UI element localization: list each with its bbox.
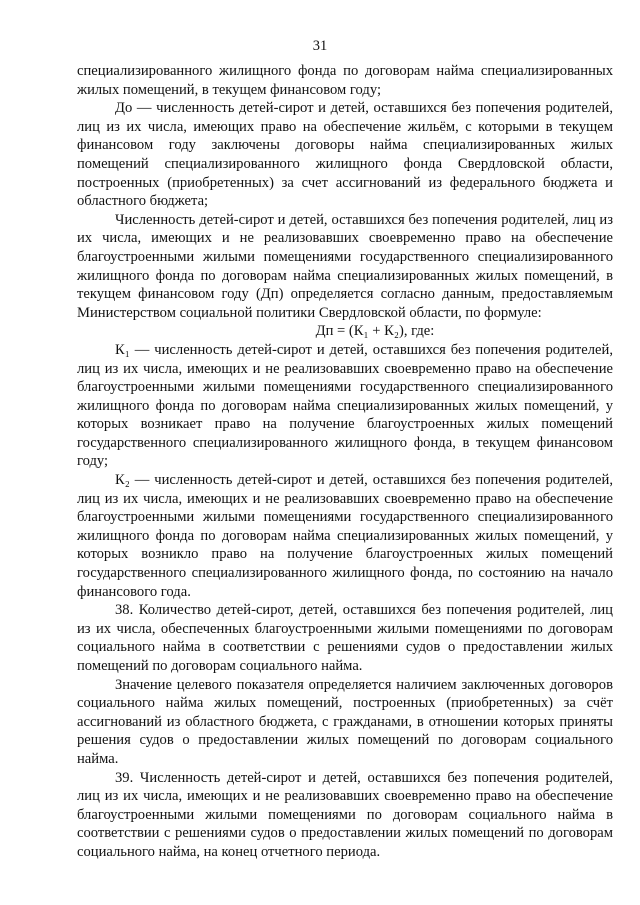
formula-dp: Дп = (К₁ + К₂), где: bbox=[315, 323, 435, 340]
paragraph-dp-description: Численность детей-сирот и детей, оставшихся без попечения родителей, лиц из их числа, имеющих и не реализовавших своевременно право на обеспечение благоустроенными жилыми помещениями государственного специализированного жилищного фонда по договорам найма специализированных жилых помещений, в текущем финансовом году (Дп) определяется согласно данным, предоставляемым Министерством социальной политики Свердловской области, по формуле: bbox=[77, 211, 613, 321]
paragraph-item-38-value: Значение целевого показателя определяется наличием заключенных договоров социального найма жилых помещений, построенных (приобретенных) за счёт ассигнований из областного бюджета, с гражданами, в отношении которых приняты решения судов о предоставлении жилых помещений по договорам социального найма. bbox=[77, 676, 613, 767]
paragraph-do-definition: До — численность детей-сирот и детей, оставшихся без попечения родителей, лиц из их числа, имеющих право на обеспечение жильём, с которыми в текущем финансовом году заключены договоры найма специализированных жилых помещений специализированного жилищного фонда Свердловской области, построенных (приобретенных) за счет ассигнований из федерального бюджета и областного бюджета; bbox=[77, 100, 613, 210]
page-number: 31 bbox=[312, 38, 328, 54]
body-text bbox=[77, 62, 613, 862]
paragraph-item-39: 39. Численность детей-сирот и детей, оставшихся без попечения родителей, лиц из их числа, имеющих и не реализовавших своевременно право на обеспечение благоустроенными жилыми помещениями по договорам социального найма в соответствии с решениями судов о предоставлении жилых помещений по договорам социального найма, на конец отчетного периода. bbox=[77, 769, 613, 860]
paragraph-k1-definition: К₁ — численность детей-сирот и детей, оставшихся без попечения родителей, лиц из их числа, имеющих и не реализовавших своевременно право на обеспечение благоустроенными жилыми помещениями государственного специализированного жилищного фонда по договорам найма специализированных жилых помещений, у которых возникает право на получение благоустроенных жилых помещений государственного специализированного жилищного фонда, в текущем финансовом году; bbox=[77, 341, 613, 470]
paragraph-k2-definition: К₂ — численность детей-сирот и детей, оставшихся без попечения родителей, лиц из их числа, имеющих и не реализовавших своевременно право на обеспечение благоустроенными жилыми помещениями государственного специализированного жилищного фонда по договорам найма специализированных жилых помещений, у которых возникло право на получение благоустроенных жилых помещений государственного специализированного жилищного фонда, по состоянию на начало финансового года. bbox=[77, 472, 613, 600]
paragraph-item-38: 38. Количество детей-сирот, детей, оставшихся без попечения родителей, лиц из их числа, обеспеченных благоустроенными жилыми помещениями по договорам социального найма в соответствии с решениями судов о предоставлении жилых помещений по договорам социального найма. bbox=[77, 602, 613, 674]
paragraph-continuation: специализированного жилищного фонда по договорам найма специализированных жилых помещений, в текущем финансовом году; bbox=[77, 63, 613, 98]
